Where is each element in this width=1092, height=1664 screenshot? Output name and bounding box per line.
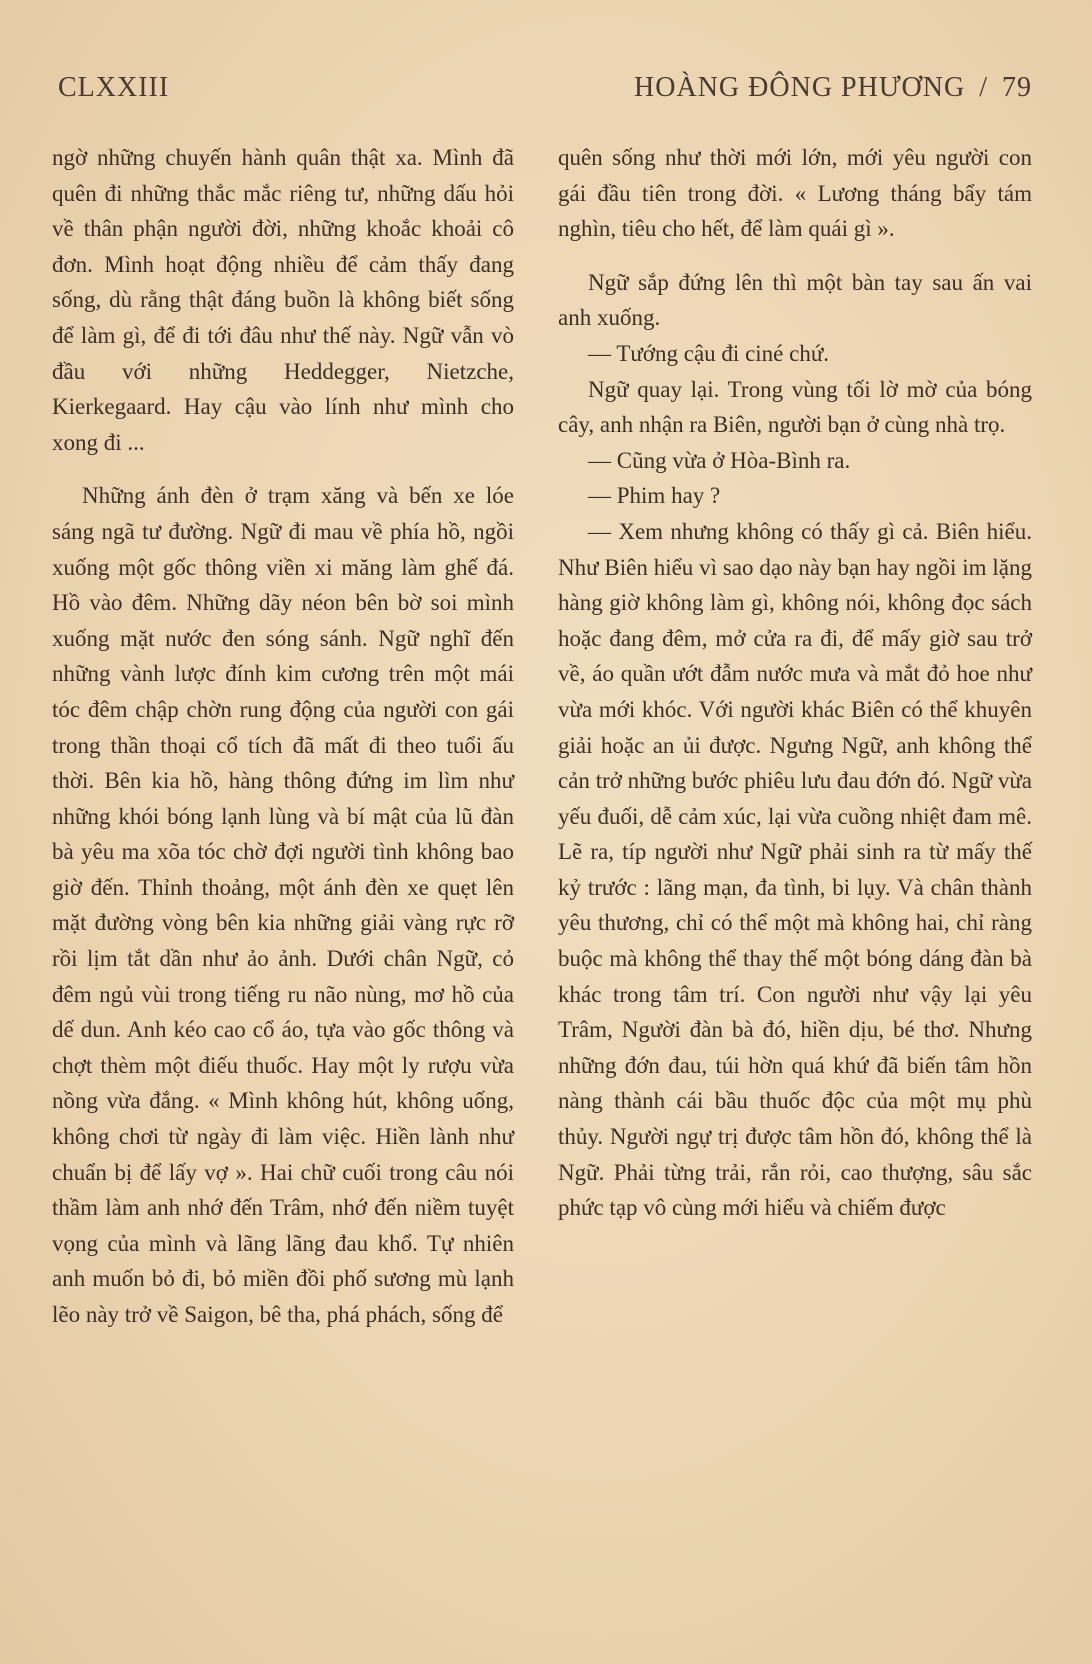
page-number: 79 [1002, 72, 1032, 103]
running-header [634, 72, 1032, 104]
paragraph: ngờ những chuyến hành quân thật xa. Mình đã quên đi những thắc mắc riêng tư, những dấu hỏi về thân phận người đời, những khoắc khoải cô đơn. Mình hoạt động nhiều để cảm thấy đang sống, dù rằng thật đáng buồn là không biết sống để làm gì, để đi tới đâu như thế này. Ngữ vẫn vò đầu với những Heddegger, Nietzche, Kierkegaard. Hay cậu vào lính như mình cho xong đi ... [52, 145, 514, 455]
dialogue-line: — Phim hay ? [588, 483, 721, 509]
paragraph: Ngữ quay lại. Trong vùng tối lờ mờ của bóng cây, anh nhận ra Biên, người bạn ở cùng nhà trọ. [558, 376, 1032, 438]
dialogue-line: — Tướng cậu đi ciné chứ. [588, 340, 830, 366]
page-header [58, 72, 1032, 116]
dialogue-line: — Cũng vừa ở Hòa-Bình ra. [588, 447, 851, 473]
paragraph: Những ánh đèn ở trạm xăng và bến xe lóe sáng ngã tư đường. Ngữ đi mau về phía hồ, ngồi xuống một gốc thông viền xi măng làm ghế đá. Hồ vào đêm. Những dãy néon bên bờ soi mình xuống mặt nước đen sóng sánh. Ngữ nghĩ đến những vành lược đính kim cương trên một mái tóc đêm chập chờn rung động của người con gái trong thần thoại cổ tích đã mất đi theo tuổi ấu thời. Bên kia hồ, hàng thông đứng im lìm như những khói bóng lạnh lùng và bí mật của lũ đàn bà yêu ma xõa tóc chờ đợi người tình không bao giờ đến. Thỉnh thoảng, một ánh đèn xe quẹt lên mặt đường vòng bên kia những giải vàng rực rỡ rồi lịm tắt dần như ảo ảnh. Dưới chân Ngữ, cỏ đêm ngủ vùi trong tiếng ru não nùng, mơ hồ của dế dun. Anh kéo cao cổ áo, tựa vào gốc thông và chợt thèm một điếu thuốc. Hay một ly rượu vừa nồng vừa đắng. « Mình không hút, không uống, không chơi từ ngày đi làm việc. Hiền lành như chuẩn bị để lấy vợ ». Hai chữ cuối trong câu nói thầm làm anh nhớ đến Trâm, nhớ đến niềm tuyệt vọng của mình và lãng lãng đau khổ. Tự nhiên anh muốn bỏ đi, bỏ miền đồi phố sương mù lạnh lẽo này trở về Saigon, bê tha, phá phách, sống để [52, 483, 514, 1327]
right-text-column [558, 140, 1032, 1226]
running-title: HOÀNG ĐÔNG PHƯƠNG [634, 72, 966, 103]
dialogue-line: — Xem nhưng không có thấy gì cả. Biên hiểu. Như Biên hiểu vì sao dạo này bạn hay ngồi im lặng hàng giờ không làm gì, không nói, không đọc sách hoặc đang đêm, mở cửa ra đi, để mấy giờ sau trở về, áo quần ướt đẫm nước mưa và mắt đỏ hoe như vừa mới khóc. Với người khác Biên có thể khuyên giải hoặc an ủi được. Ngưng Ngữ, anh không thể cản trở những bước phiêu lưu đau đớn đó. Ngữ vừa yếu đuối, dễ cảm xúc, lại vừa cuồng nhiệt đam mê. Lẽ ra, típ người như Ngữ phải sinh ra từ mấy thế kỷ trước : lãng mạn, đa tình, bi lụy. Và chân thành yêu thương, chỉ có thể một mà không hai, chỉ ràng buộc mà không thể thay thế một bóng dáng đàn bà khác trong tâm trí. Con người như vậy lại yêu Trâm, Người đàn bà đó, hiền dịu, bé thơ. Nhưng những đớn đau, túi hờn quá khứ đã biến tâm hồn nàng thành cái bầu thuốc độc của một mụ phù thủy. Người ngự trị được tâm hồn đó, không thể là Ngữ. Phải từng trải, rắn rỏi, cao thượng, sâu sắc phức tạp vô cùng mới hiểu và chiếm được [558, 518, 1032, 1221]
folio-label: CLXXIII [58, 72, 170, 103]
left-text-column [52, 140, 514, 1333]
paragraph: quên sống như thời mới lớn, mới yêu người con gái đầu tiên trong đời. « Lương tháng bẩy tám nghìn, tiêu cho hết, để làm quái gì ». [558, 145, 1032, 242]
header-separator: / [979, 72, 988, 103]
paragraph: Ngữ sắp đứng lên thì một bàn tay sau ấn vai anh xuống. [558, 269, 1032, 331]
